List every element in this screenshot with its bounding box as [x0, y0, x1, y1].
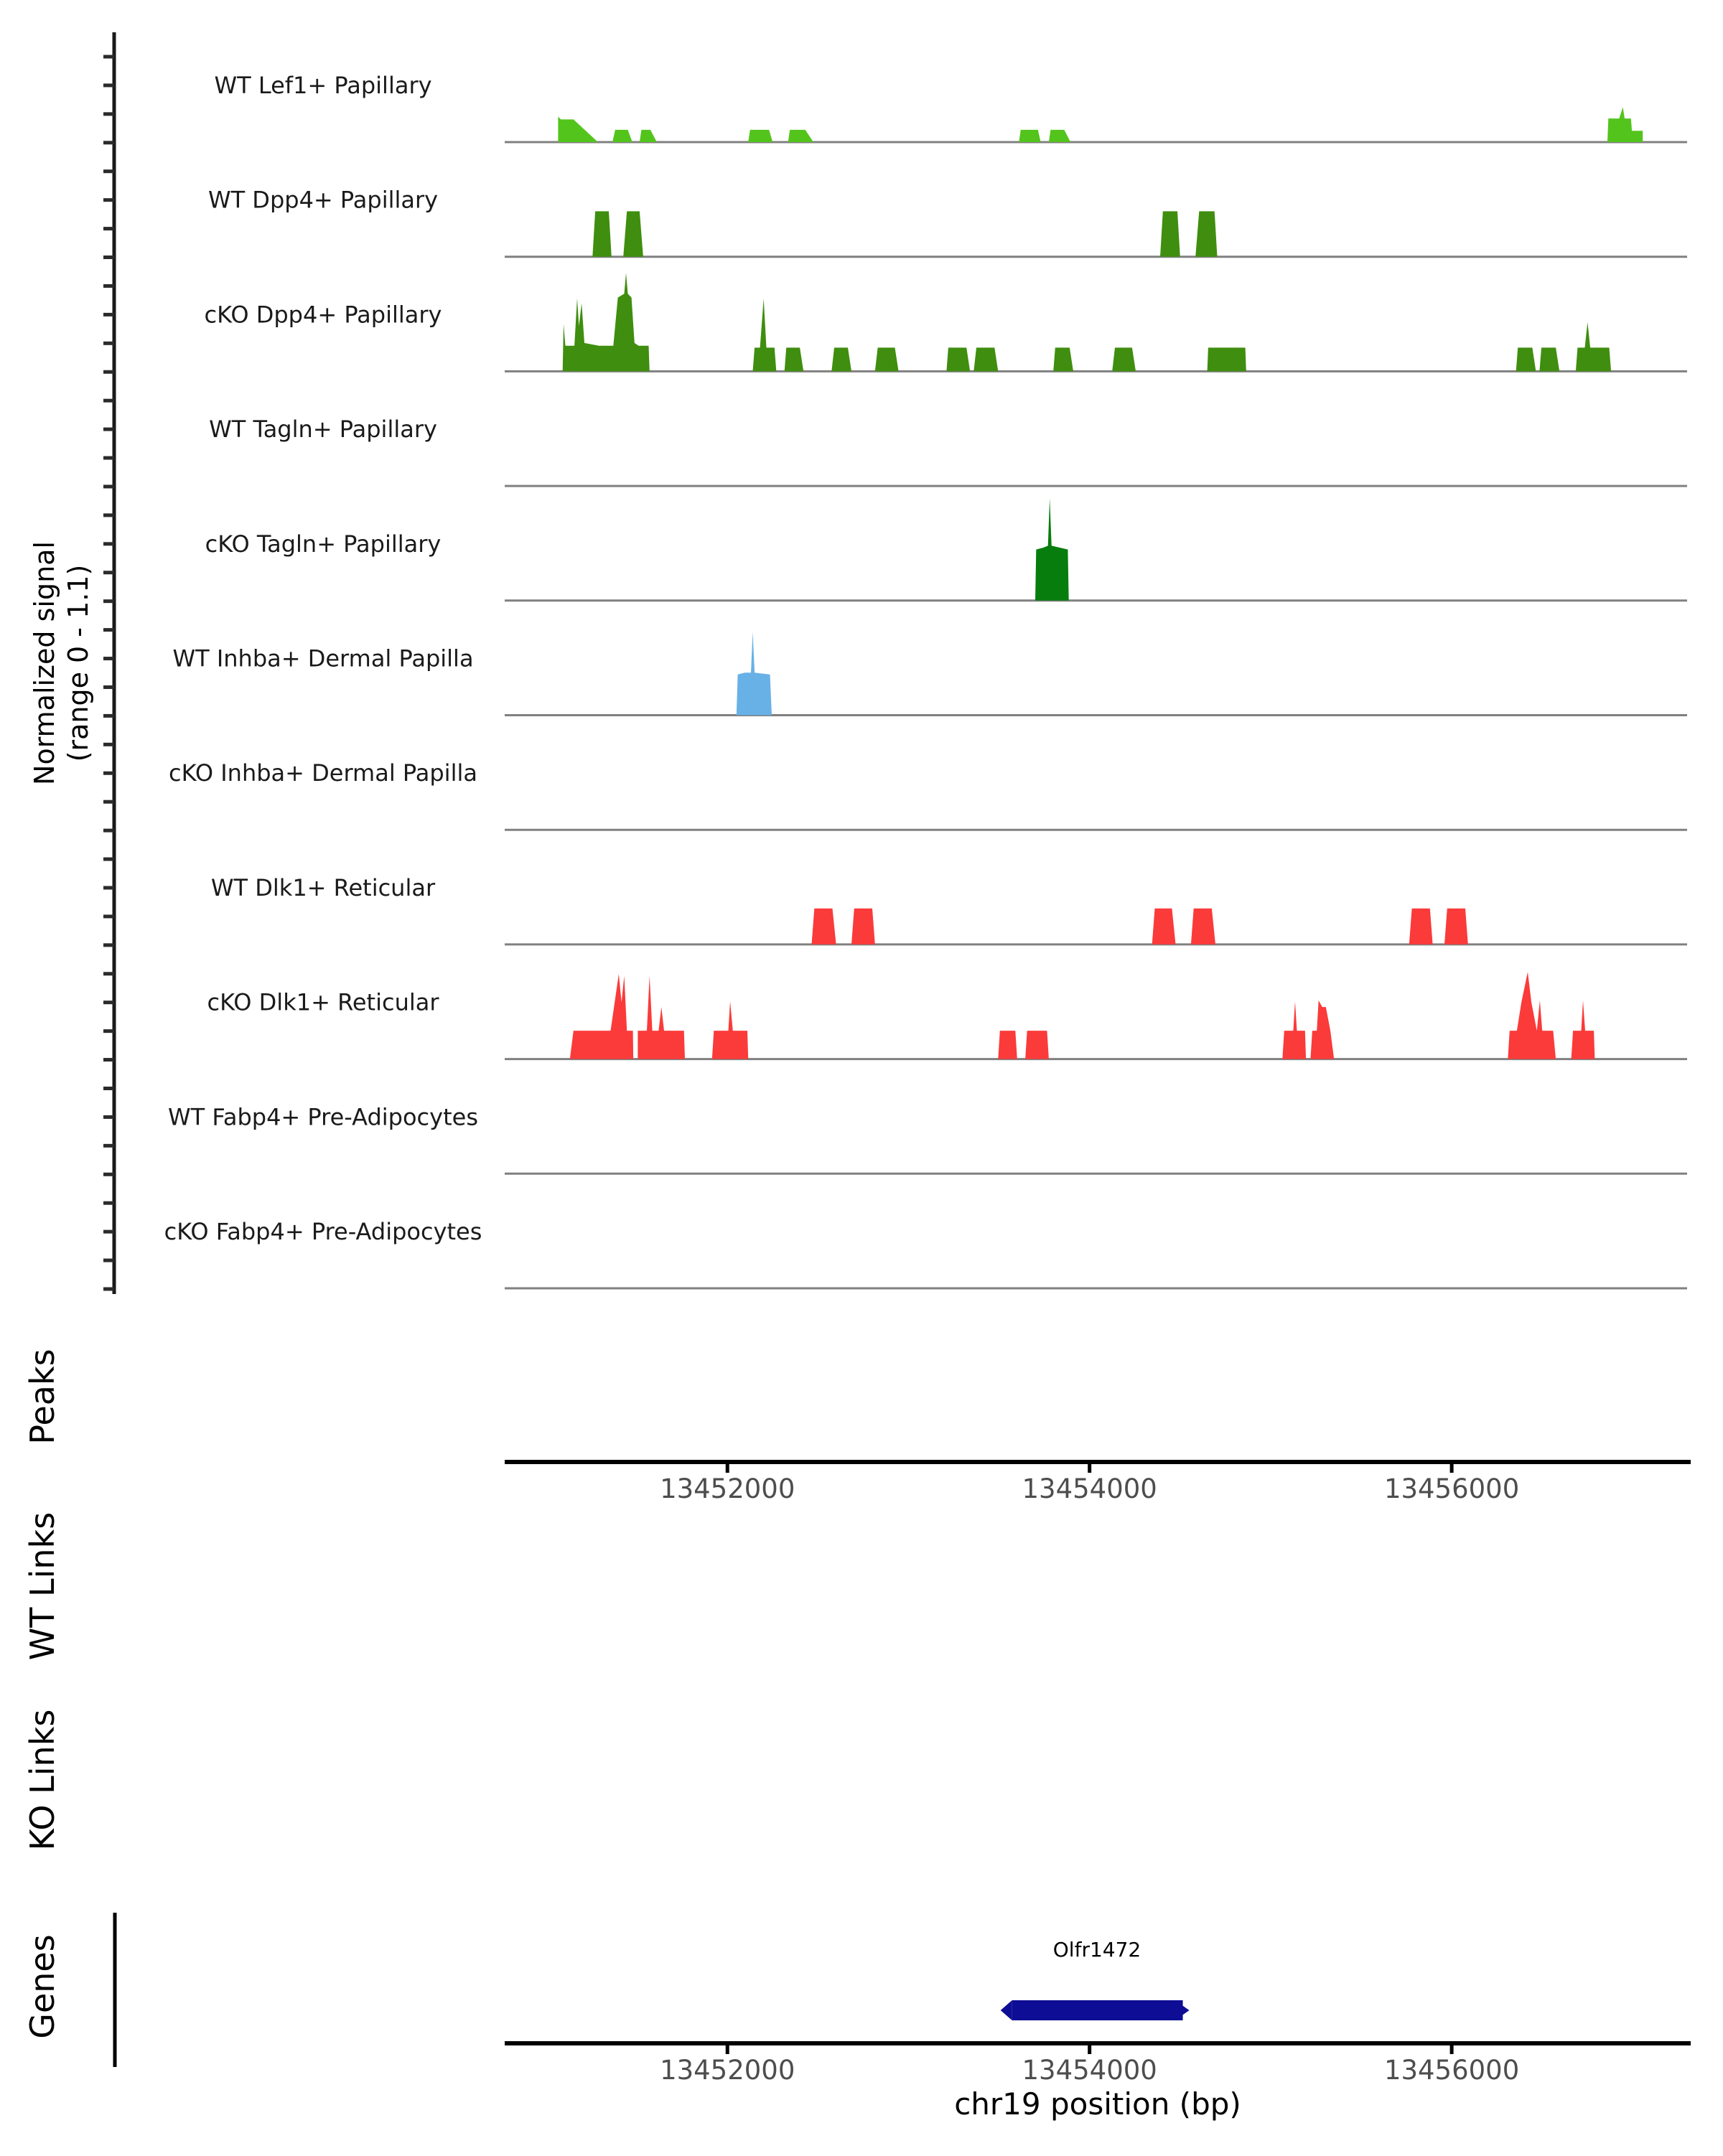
- signal-axis-label-line1: Normalized signal: [29, 541, 60, 785]
- signal-peak: [875, 347, 899, 371]
- track-label: WT Dpp4+ Papillary: [207, 186, 439, 214]
- signal-peak: [946, 347, 970, 371]
- track-label: cKO Dpp4+ Papillary: [204, 301, 442, 329]
- section-label-ko-links: KO Links: [23, 1709, 62, 1851]
- signal-axis-label-line2: (range 0 - 1.1): [62, 564, 94, 762]
- signal-peak: [1444, 909, 1468, 945]
- x-axis-title: chr19 position (bp): [954, 2086, 1241, 2122]
- track-label: cKO Dlk1+ Reticular: [207, 988, 439, 1016]
- signal-peak: [1152, 909, 1176, 945]
- signal-peak: [1112, 347, 1136, 371]
- signal-peak: [592, 211, 612, 256]
- signal-peak: [1019, 130, 1040, 142]
- axis-tick-label: 13456000: [1383, 2055, 1520, 2086]
- section-label-peaks: Peaks: [23, 1349, 62, 1445]
- signal-peak: [748, 130, 772, 142]
- track-label: cKO Fabp4+ Pre-Adipocytes: [164, 1218, 482, 1245]
- section-label-genes: Genes: [23, 1934, 62, 2039]
- track-label: WT Tagln+ Papillary: [209, 416, 437, 444]
- track-label: cKO Inhba+ Dermal Papilla: [169, 759, 477, 787]
- signal-peak: [998, 1031, 1017, 1059]
- track-label: WT Inhba+ Dermal Papilla: [172, 645, 474, 672]
- track-label: WT Dlk1+ Reticular: [210, 873, 436, 901]
- track-label: WT Fabp4+ Pre-Adipocytes: [168, 1103, 478, 1131]
- axis-tick-label: 13456000: [1383, 1473, 1520, 1504]
- gene-body: [1012, 2000, 1183, 2020]
- signal-peak: [1195, 211, 1217, 256]
- signal-peak: [1160, 211, 1180, 256]
- axis-tick-label: 13452000: [660, 2055, 795, 2086]
- signal-peak: [973, 347, 998, 371]
- gene-name-label: Olfr1472: [1052, 1938, 1141, 1962]
- track-label: WT Lef1+ Papillary: [214, 72, 432, 99]
- axis-tick-label: 13452000: [660, 1473, 795, 1504]
- signal-peak: [1025, 1031, 1049, 1059]
- section-label-wt-links: WT Links: [23, 1511, 62, 1661]
- signal-peak: [1208, 347, 1246, 371]
- signal-peak: [1191, 909, 1215, 945]
- signal-peak: [812, 909, 836, 945]
- axis-tick-label: 13454000: [1022, 2055, 1157, 2086]
- track-label: cKO Tagln+ Papillary: [205, 530, 442, 558]
- signal-peak: [851, 909, 875, 945]
- axis-tick-label: 13454000: [1022, 1473, 1157, 1504]
- signal-peak: [1409, 909, 1433, 945]
